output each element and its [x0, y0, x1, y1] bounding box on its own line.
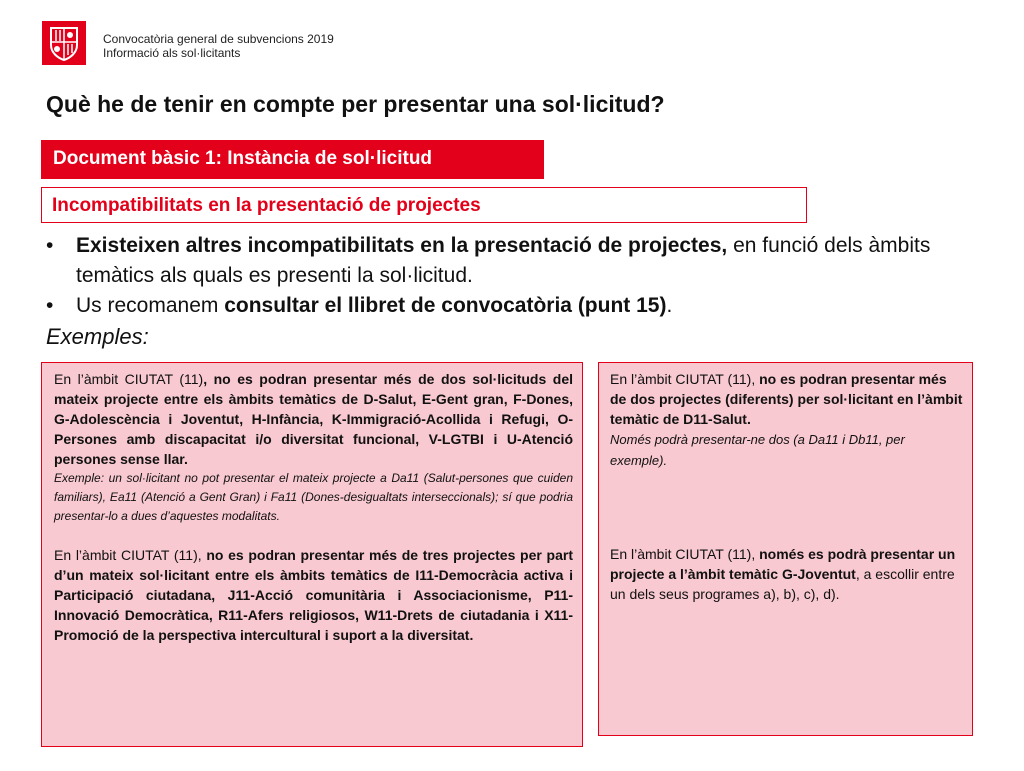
right-p2-rest: , a escollir entre un dels seus programes a), b), c), d). [610, 566, 955, 602]
examples-label: Exemples: [46, 324, 149, 349]
left-p1-text: En l’àmbit CIUTAT (11) [54, 371, 204, 387]
bullet-2-bold: consultar el llibret de convocatòria (punt 15) [224, 294, 667, 317]
incompatibilities-banner: Incompatibilitats en la presentació de projectes [41, 187, 807, 223]
right-p1-text: En l’àmbit CIUTAT (11), [610, 371, 760, 387]
right-paragraph-2 [610, 544, 963, 604]
bullet-dot: • [46, 234, 54, 257]
example-box-right [598, 362, 973, 736]
bullet-2-text: Us recomanem [76, 294, 225, 317]
left-p2-text: En l’àmbit CIUTAT (11), [54, 547, 207, 563]
bullet-1-bold: Existeixen altres incompatibilitats en la presentació de projectes, [76, 234, 728, 257]
right-p1-bold: no es podran presentar més de dos projectes (diferents) per sol·licitant en l’àmbit temàtic de D11-Salut. [610, 371, 963, 427]
header-line-1: Convocatòria general de subvencions 2019 [103, 32, 334, 46]
bullet-item-2 [46, 291, 986, 321]
example-box-left [41, 362, 583, 747]
bullet-1-text: en funció dels àmbits temàtics als quals es presenti la sol·licitud. [76, 234, 931, 287]
right-p2-text: En l’àmbit CIUTAT (11), [610, 546, 760, 562]
right-example: Només podrà presentar-ne dos (a Da11 i Db11, per exemple). [610, 432, 905, 468]
bullet-list [46, 231, 986, 352]
left-p2-bold: no es podran presentar més de tres projectes per part d’un mateix sol·licitant entre els àmbits temàtics de I11-Democràcia activa i Participació ciutadana, J11-Acció comunitària i Associacionisme, P11- Innovació Democràtica, R11-Afers religiosos, W11-Drets de ciutadania i X11-Promoció de la perspectiva intercultural i suport a la diversitat. [54, 547, 573, 643]
right-p2-bold: només es podrà presentar un projecte a l’àmbit temàtic G-Joventut [610, 546, 956, 582]
bullet-2-end: . [666, 294, 673, 317]
left-example: Exemple: un sol·licitant no pot presentar el mateix projecte a Da11 (Salut-persones que cuiden familiars), Ea11 (Atenció a Gent Gran) i Fa11 (Dones-desigualtats interseccionals); sí que podria presentar-lo a dues d’aquestes modalitats. [54, 471, 573, 523]
left-paragraph-1 [54, 369, 573, 469]
bullet-dot: • [46, 294, 54, 317]
left-p1-bold: , no es podran presentar més de dos sol·licituds del mateix projecte entre els àmbits temàtics de D-Salut, E-Gent gran, F-Dones, G-Adolescència i Joventut, H-Infància, K-Immigració-Acollida i Refugi, O-Persones amb discapacitat i/o diversitat funcional, V-LGTBI i U-Atenció persones sense llar. [54, 371, 573, 467]
bullet-item-1 [46, 231, 986, 291]
left-paragraph-2 [54, 545, 573, 645]
document-banner: Document bàsic 1: Instància de sol·licitud [41, 140, 544, 179]
right-paragraph-1 [610, 369, 963, 429]
header-subtitle [103, 32, 334, 60]
header-line-2: Informació als sol·licitants [103, 46, 241, 60]
page-title: Què he de tenir en compte per presentar una sol·licitud? [46, 91, 665, 117]
barcelona-shield-icon [42, 21, 86, 65]
